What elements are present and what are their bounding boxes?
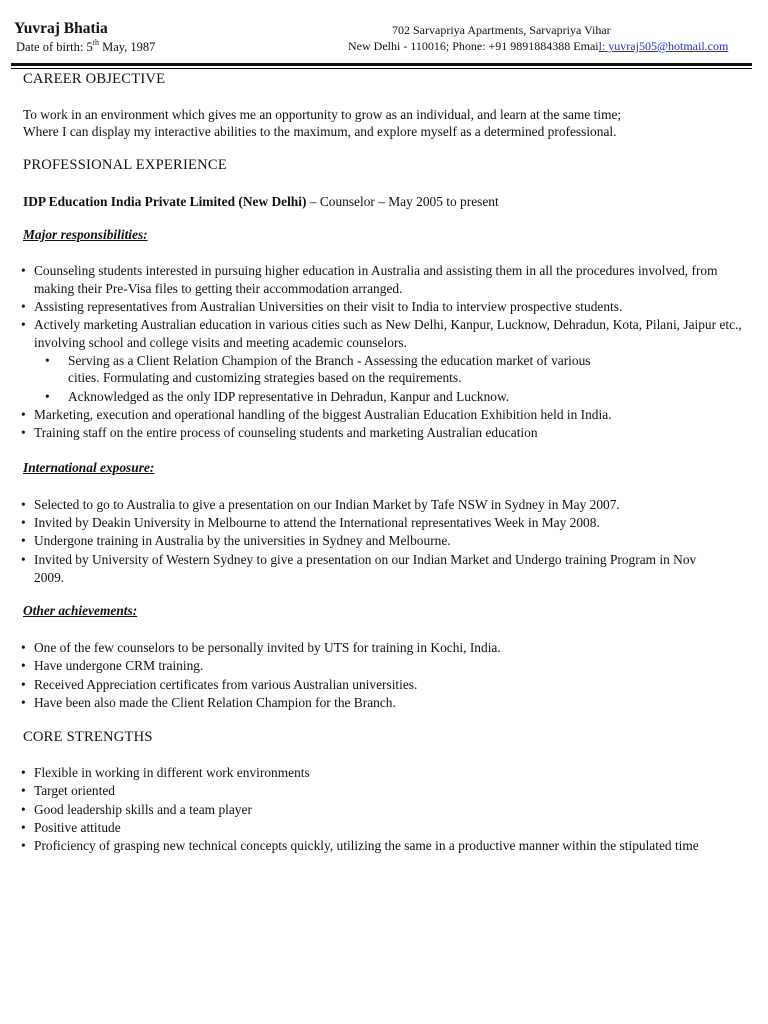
professional-experience-heading: PROFESSIONAL EXPERIENCE — [23, 157, 227, 173]
list-item: • Invited by Deakin University in Melbourne to attend the International representatives Week in May 2008. — [21, 514, 756, 532]
list-item: • Undergone training in Australia by the universities in Sydney and Melbourne. — [21, 532, 756, 550]
list-item-text: Have undergone CRM training. — [34, 658, 204, 673]
career-objective-line-2: Where I can display my interactive abilities to the maximum, and explore myself as a determined professional. — [23, 124, 617, 139]
list-item: • Training staff on the entire process of counseling students and marketing Australian education — [21, 424, 756, 442]
list-item: • Invited by University of Western Sydney to give a presentation on our Indian Market and Undergo training Program in Nov 2009. — [21, 551, 721, 586]
list-item-text: Actively marketing Australian education in various cities such as New Delhi, Kanpur, Lucknow, Dehradun, Kota, Pilani, Jaipur etc., involving school and college visits and meeting academic counselors. — [34, 317, 742, 350]
list-item-text: Proficiency of grasping new technical concepts quickly, utilizing the same in a productive manner within the stipulated time — [34, 838, 699, 853]
list-item: • One of the few counselors to be personally invited by UTS for training in Kochi, India. — [21, 639, 756, 657]
date-of-birth — [16, 39, 155, 55]
contact-line — [348, 39, 728, 54]
other-achievements-heading: Other achievements: — [23, 603, 138, 618]
contact-text: New Delhi - 110016; Phone: +91 9891884388 Emai — [348, 39, 599, 53]
international-exposure-heading: International exposure: — [23, 460, 155, 475]
list-item-text: Positive attitude — [34, 820, 121, 835]
list-item-text: Invited by University of Western Sydney to give a presentation on our Indian Market and Undergo training Program in Nov 2009. — [34, 552, 697, 585]
list-item-text: Training staff on the entire process of counseling students and marketing Australian education — [34, 425, 538, 440]
sub-list-item-text: Acknowledged as the only IDP representative in Dehradun, Kanpur and Lucknow. — [68, 389, 510, 404]
career-objective-heading: CAREER OBJECTIVE — [23, 71, 166, 87]
sub-list-item: • Acknowledged as the only IDP representative in Dehradun, Kanpur and Lucknow. — [45, 388, 685, 406]
dob-suffix: May, 1987 — [98, 40, 156, 55]
list-item-text: One of the few counselors to be personally invited by UTS for training in Kochi, India. — [34, 640, 501, 655]
job-title-line — [23, 193, 499, 211]
list-item-text: Received Appreciation certificates from various Australian universities. — [34, 677, 418, 692]
list-item: • Proficiency of grasping new technical concepts quickly, utilizing the same in a productive manner within the stipulated time — [21, 837, 711, 855]
list-item: • Counseling students interested in pursuing higher education in Australia and assisting them in all the procedures involved, from making their Pre-Visa files to getting their accommodation arranged. — [21, 262, 756, 297]
list-item-text: Assisting representatives from Australian Universities on their visit to India to interview prospective students. — [34, 299, 623, 314]
list-item: • Have undergone CRM training. — [21, 657, 756, 675]
list-item: • Have been also made the Client Relation Champion for the Branch. — [21, 694, 756, 712]
list-item: • Positive attitude — [21, 819, 756, 837]
job-role: – Counselor – May 2005 to present — [306, 194, 499, 209]
list-item-text: Invited by Deakin University in Melbourne to attend the International representatives Week in May 2008. — [34, 515, 600, 530]
list-item-text: Have been also made the Client Relation Champion for the Branch. — [34, 695, 396, 710]
dob-superscript: th — [92, 38, 99, 47]
list-item: • Good leadership skills and a team player — [21, 801, 756, 819]
list-item-text: Marketing, execution and operational handling of the biggest Australian Education Exhibition held in India. — [34, 407, 612, 422]
sub-list-item-continuation: cities. Formulating and customizing strategies based on the requirements. — [68, 370, 462, 385]
list-item: • Flexible in working in different work environments — [21, 764, 756, 782]
email-link[interactable]: l: yuvraj505@hotmail.com — [598, 39, 729, 53]
list-item-text: Target oriented — [34, 783, 115, 798]
list-item: • Assisting representatives from Australian Universities on their visit to India to interview prospective students. — [21, 298, 756, 316]
header-divider-thin — [11, 68, 752, 69]
list-item: • Actively marketing Australian education in various cities such as New Delhi, Kanpur, Lucknow, Dehradun, Kota, Pilani, Jaipur etc., involving school and college visits and meeting academic counselors. — [21, 316, 756, 351]
list-item-text: Good leadership skills and a team player — [34, 802, 252, 817]
list-item: • Marketing, execution and operational handling of the biggest Australian Education Exhibition held in India. — [21, 406, 756, 424]
sub-list-item: • Serving as a Client Relation Champion of the Branch - Assessing the education market of various — [45, 352, 685, 370]
core-strengths-heading: CORE STRENGTHS — [23, 729, 153, 745]
address-line: 702 Sarvapriya Apartments, Sarvapriya Vihar — [392, 23, 611, 37]
sub-list-item-text: Serving as a Client Relation Champion of the Branch - Assessing the education market of various — [68, 353, 591, 368]
list-item: • Selected to go to Australia to give a presentation on our Indian Market by Tafe NSW in Sydney in May 2007. — [21, 496, 756, 514]
list-item: • Target oriented — [21, 782, 756, 800]
company-name: IDP Education India Private Limited (New Delhi) — [23, 194, 307, 209]
career-objective-line-1: To work in an environment which gives me an opportunity to grow as an individual, and learn at the same time; — [23, 107, 622, 122]
list-item-text: Flexible in working in different work environments — [34, 765, 310, 780]
responsibilities-heading: Major responsibilities: — [23, 227, 148, 242]
list-item-text: Counseling students interested in pursuing higher education in Australia and assisting them in all the procedures involved, from making their Pre-Visa files to getting their accommodation arranged. — [34, 263, 718, 296]
list-item: • Received Appreciation certificates from various Australian universities. — [21, 676, 756, 694]
candidate-name: Yuvraj Bhatia — [14, 20, 108, 37]
dob-prefix: Date of birth: 5 — [16, 40, 93, 55]
list-item-text: Undergone training in Australia by the universities in Sydney and Melbourne. — [34, 533, 451, 548]
header-divider-thick — [11, 63, 752, 66]
list-item-text: Selected to go to Australia to give a presentation on our Indian Market by Tafe NSW in Sydney in May 2007. — [34, 497, 620, 512]
